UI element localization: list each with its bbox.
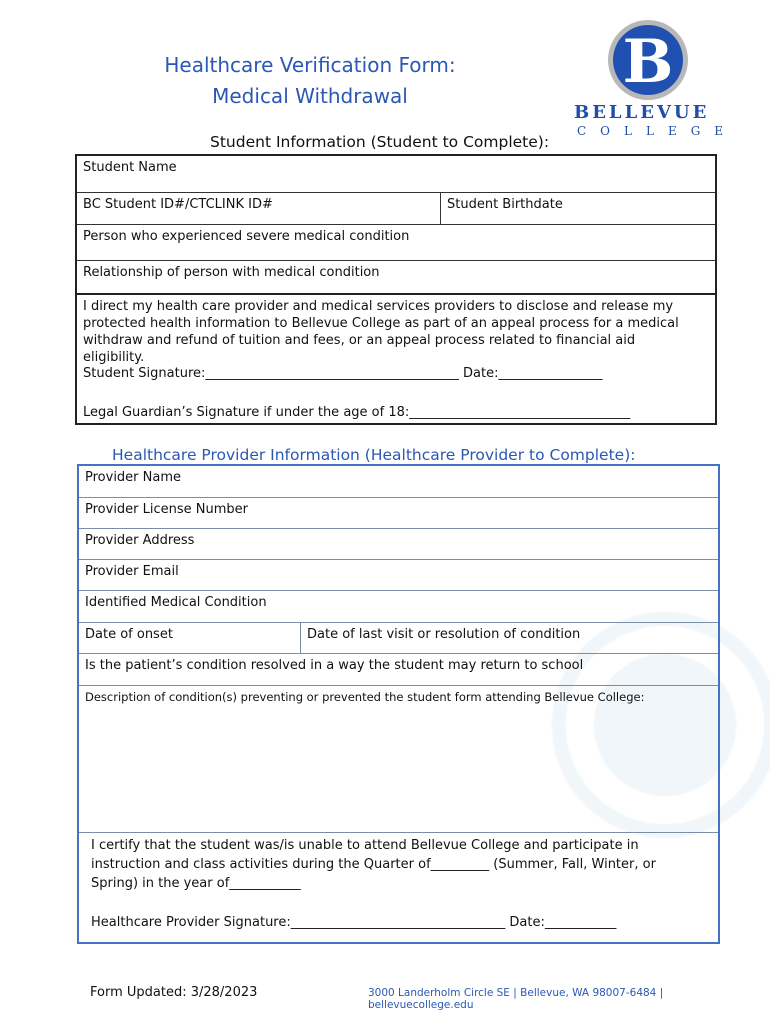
form-updated-date: Form Updated: 3/28/2023 [90, 985, 258, 1000]
provider-license-field[interactable] [79, 498, 718, 529]
medical-condition-label: Identified Medical Condition [85, 595, 267, 610]
college-address: 3000 Landerholm Circle SE | Bellevue, WA 98007-6484 | bellevuecollege.edu [368, 987, 664, 1011]
provider-name-label: Provider Name [85, 470, 182, 485]
condition-description-field[interactable] [79, 686, 718, 833]
student-birthdate-label: Student Birthdate [447, 197, 563, 212]
provider-section-heading: Healthcare Provider Information (Healthcare Provider to Complete): [112, 446, 636, 464]
onset-label: Date of onset [85, 627, 173, 642]
logo-subtitle: COLLEGE [577, 124, 738, 138]
relationship-label: Relationship of person with medical condition [83, 265, 380, 280]
student-id-label: BC Student ID#/CTCLINK ID# [83, 197, 273, 212]
condition-resolved-field[interactable] [79, 654, 718, 686]
provider-address-field[interactable] [79, 529, 718, 560]
affected-person-field[interactable] [77, 225, 715, 261]
provider-signature-line[interactable]: Healthcare Provider Signature:_________________________________ Date:___________ [91, 915, 617, 930]
consent-statement: I direct my health care provider and medical services providers to disclose and release my protected health information to Bellevue College as part of an appeal process for a medical withdraw and refund of tuition and fees, or an appeal process related to financial aid eligibility. [83, 299, 679, 365]
student-id-row [77, 193, 715, 225]
provider-name-field[interactable] [79, 466, 718, 498]
student-info-box [75, 154, 717, 425]
student-name-field[interactable] [77, 156, 715, 193]
form-title-line-2: Medical Withdrawal [212, 84, 408, 108]
provider-email-field[interactable] [79, 560, 718, 591]
relationship-field[interactable] [77, 261, 715, 295]
provider-email-label: Provider Email [85, 564, 179, 579]
logo-wordmark: BELLEVUE [574, 102, 710, 123]
medical-condition-field[interactable] [79, 591, 718, 623]
form-title [160, 50, 460, 112]
student-section-heading: Student Information (Student to Complete): [210, 133, 550, 151]
student-name-label: Student Name [83, 160, 177, 175]
guardian-signature-line[interactable]: Legal Guardian’s Signature if under the age of 18:__________________________________ [83, 405, 631, 420]
condition-resolved-label: Is the patient’s condition resolved in a way the student may return to school [85, 658, 584, 673]
provider-info-box [77, 464, 720, 944]
affected-person-label: Person who experienced severe medical condition [83, 229, 410, 244]
student-birthdate-field[interactable] [440, 193, 715, 224]
logo-letter: B [622, 27, 674, 97]
provider-license-label: Provider License Number [85, 502, 249, 517]
condition-description-label: Description of condition(s) preventing or prevented the student form attending Bellevue College: [85, 690, 645, 704]
form-title-line-1: Healthcare Verification Form: [164, 53, 456, 77]
onset-row [79, 623, 718, 654]
certification-statement: I certify that the student was/is unable to attend Bellevue College and participate in instruction and class activities during the Quarter of_________ (Summer, Fall, Winter, or Spring) in the year of___________ [91, 838, 656, 891]
last-visit-field[interactable] [300, 623, 718, 653]
provider-address-label: Provider Address [85, 533, 195, 548]
student-signature-line[interactable]: Student Signature:_______________________________________ Date:________________ [83, 366, 603, 381]
last-visit-label: Date of last visit or resolution of condition [307, 627, 581, 642]
